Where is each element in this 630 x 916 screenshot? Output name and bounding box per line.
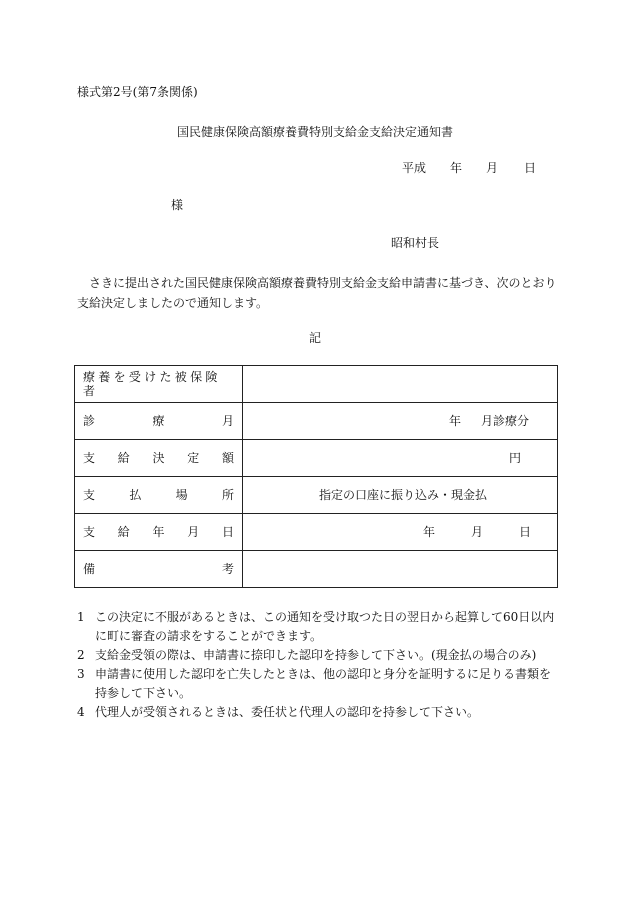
label-chars bbox=[75, 451, 242, 465]
note-text: 代理人が受領されるときは、委任状と代理人の認印を持参して下さい。 bbox=[95, 705, 480, 719]
document-title: 国民健康保険高額療養費特別支給金支給決定通知書 bbox=[176, 125, 453, 139]
value-treatment-month bbox=[243, 403, 558, 440]
label-char: 診 bbox=[83, 413, 96, 428]
value-yen-unit: 円 bbox=[509, 451, 522, 465]
date-era: 平成 bbox=[402, 161, 427, 175]
label-char: 療 bbox=[152, 413, 165, 428]
label-char: 月 bbox=[221, 413, 234, 428]
date-month-unit: 月 bbox=[486, 161, 499, 175]
label-char: 給 bbox=[117, 524, 130, 539]
label-remarks bbox=[75, 551, 243, 588]
label-char: 給 bbox=[117, 450, 130, 465]
label-char: 額 bbox=[221, 450, 234, 465]
label-char: 支 bbox=[83, 487, 96, 502]
table-row bbox=[75, 440, 558, 477]
table-row bbox=[75, 551, 558, 588]
label-char: 所 bbox=[221, 487, 234, 502]
label-char: 決 bbox=[152, 450, 165, 465]
label-char: 考 bbox=[221, 561, 234, 576]
label-treatment-month bbox=[75, 403, 243, 440]
label-chars bbox=[75, 488, 242, 502]
addressee-honorific: 様 bbox=[171, 198, 184, 212]
value-payment-method: 指定の口座に振り込み・現金払 bbox=[319, 488, 488, 502]
label-insured-person bbox=[75, 366, 243, 403]
note-number: 2 bbox=[77, 648, 85, 662]
note-number: 4 bbox=[77, 705, 85, 719]
label-chars bbox=[75, 562, 242, 576]
label-char: 月 bbox=[187, 524, 200, 539]
date-line bbox=[402, 161, 536, 175]
label-char: 定 bbox=[187, 450, 200, 465]
body-paragraph-text: さきに提出された国民健康保険高額療養費特別支給金支給申請書に基づき、次のとおり支給決定しましたので通知します。 bbox=[77, 276, 557, 310]
issuer-name: 昭和村長 bbox=[391, 236, 440, 250]
date-day-unit: 日 bbox=[524, 161, 537, 175]
label-char: 支 bbox=[83, 450, 96, 465]
note-item bbox=[77, 646, 559, 665]
decision-table bbox=[74, 365, 558, 588]
note-item bbox=[77, 608, 559, 646]
table-row bbox=[75, 403, 558, 440]
notes-list bbox=[77, 608, 559, 722]
value-insured-person bbox=[243, 366, 558, 403]
label-chars bbox=[75, 370, 242, 399]
note-item bbox=[77, 703, 559, 722]
label-text: 療養を受けた被保険者 bbox=[83, 369, 221, 398]
date-year-unit: 年 bbox=[450, 161, 463, 175]
note-text: 支給金受領の際は、申請書に捺印した認印を持参して下さい。(現金払の場合のみ) bbox=[95, 648, 537, 662]
label-char: 払 bbox=[129, 487, 142, 502]
value-year-unit: 年 bbox=[449, 414, 462, 428]
label-char: 年 bbox=[152, 524, 165, 539]
label-char: 備 bbox=[83, 561, 96, 576]
table-row bbox=[75, 366, 558, 403]
label-char: 支 bbox=[83, 524, 96, 539]
label-payment-place bbox=[75, 477, 243, 514]
table-row bbox=[75, 514, 558, 551]
label-chars bbox=[75, 414, 242, 428]
value-remarks bbox=[243, 551, 558, 588]
note-number: 1 bbox=[77, 610, 85, 624]
table-row bbox=[75, 477, 558, 514]
label-payment-date bbox=[75, 514, 243, 551]
label-char: 日 bbox=[221, 524, 234, 539]
value-month-unit: 月 bbox=[471, 525, 484, 539]
value-payment-amount bbox=[243, 440, 558, 477]
body-paragraph bbox=[77, 273, 557, 313]
ki-heading: 記 bbox=[308, 331, 321, 345]
value-payment-place bbox=[243, 477, 558, 514]
value-month-unit: 月診療分 bbox=[481, 414, 530, 428]
note-item bbox=[77, 665, 559, 703]
label-payment-amount bbox=[75, 440, 243, 477]
value-day-unit: 日 bbox=[519, 525, 532, 539]
label-char: 場 bbox=[175, 487, 188, 502]
note-text: この決定に不服があるときは、この通知を受け取つた日の翌日から起算して60日以内に町に審査の請求をすることができます。 bbox=[95, 610, 555, 643]
note-text: 申請書に使用した認印を亡失したときは、他の認印と身分を証明するに足りる書類を持参して下さい。 bbox=[95, 667, 552, 700]
note-number: 3 bbox=[77, 667, 85, 681]
form-number: 様式第2号(第7条関係) bbox=[77, 85, 198, 99]
value-payment-date bbox=[243, 514, 558, 551]
value-year-unit: 年 bbox=[423, 525, 436, 539]
label-chars bbox=[75, 525, 242, 539]
